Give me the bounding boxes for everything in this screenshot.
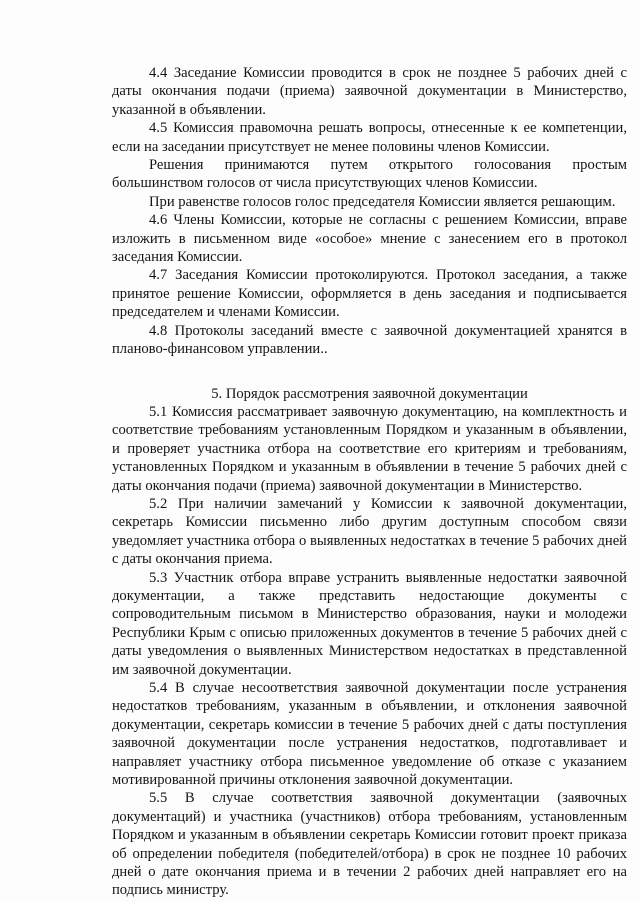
paragraph-5-3: 5.3 Участник отбора вправе устранить выявленные недостатки заявочной документации, а также представить недостающие документы с сопроводительным письмом в Министерство образования, науки и молодежи Республики Крым с описью приложенных документов в течение 5 рабочих дней с даты уведомления о выявленных Министерством недостатках в представленной им заявочной документации. <box>112 569 627 678</box>
paragraph-tie-vote: При равенстве голосов голос председателя Комиссии является решающим. <box>149 193 616 210</box>
document-body <box>112 64 627 900</box>
paragraph-4-4: 4.4 Заседание Комиссии проводится в срок не позднее 5 рабочих дней с даты окончания подачи (приема) заявочной документации в Министерство, указанной в объявлении. <box>112 65 627 118</box>
paragraph-5-5: 5.5 В случае соответствия заявочной документации (заявочных документаций) и участника (участников) отбора требованиям, установленным Порядком и указанным в объявлении секретарь Комиссии готовит проект приказа об определении победителя (победителей/отбора) в срок не позднее 10 рабочих дней о дате окончания приема и в течении 2 рабочих дней направляет его на подпись министру. <box>112 790 627 899</box>
paragraph-5-1: 5.1 Комиссия рассматривает заявочную документацию, на комплектность и соответствие требованиям установленным Порядком и указанным в объявлении, и проверяет участника отбора на соответствие его критериям и требованиям, установленных Порядком и указанным в объявлении в течение 5 рабочих дней с даты окончания подачи (приема) заявочной документации в Министерство. <box>112 403 627 494</box>
paragraph-4-7: 4.7 Заседания Комиссии протоколируются. Протокол заседания, а также принятое решение Комиссии, оформляется в день заседания и подписывается председателем и членами Комиссии. <box>112 267 627 321</box>
paragraph-4-5: 4.5 Комиссия правомочна решать вопросы, отнесенные к ее компетенции, если на заседании присутствует не менее половины членов Комиссии. <box>112 120 627 155</box>
paragraph-decisions: Решения принимаются путем открытого голосования простым большинством голосов от числа присутствующих членов Комиссии. <box>112 157 627 192</box>
paragraph-4-6: 4.6 Члены Комиссии, которые не согласны с решением Комиссии, вправе изложить в письменном виде «особое» мнение с занесением его в протокол заседания Комиссии. <box>112 212 627 266</box>
paragraph-5-4: 5.4 В случае несоответствия заявочной документации после устранения недостатков требованиям, указанным в объявлении, и отклонения заявочной документации, секретарь комиссии в течение 5 рабочих дней с даты поступления заявочной документации после устранения недостатков, подготавливает и направляет участнику отбора письменное уведомление об отказе с указанием мотивированной причины отклонения заявочной документации. <box>112 680 627 789</box>
section-5-heading: 5. Порядок рассмотрения заявочной документации <box>211 385 528 402</box>
paragraph-5-2: 5.2 При наличии замечаний у Комиссии к заявочной документации, секретарь Комиссии письменно либо другим доступным способом связи уведомляет участника отбора о выявленных недостатках в течение 5 рабочих дней с даты окончания приема. <box>112 495 627 568</box>
paragraph-4-8: 4.8 Протоколы заседаний вместе с заявочной документацией хранятся в планово-финансовом управлении.. <box>112 322 627 358</box>
